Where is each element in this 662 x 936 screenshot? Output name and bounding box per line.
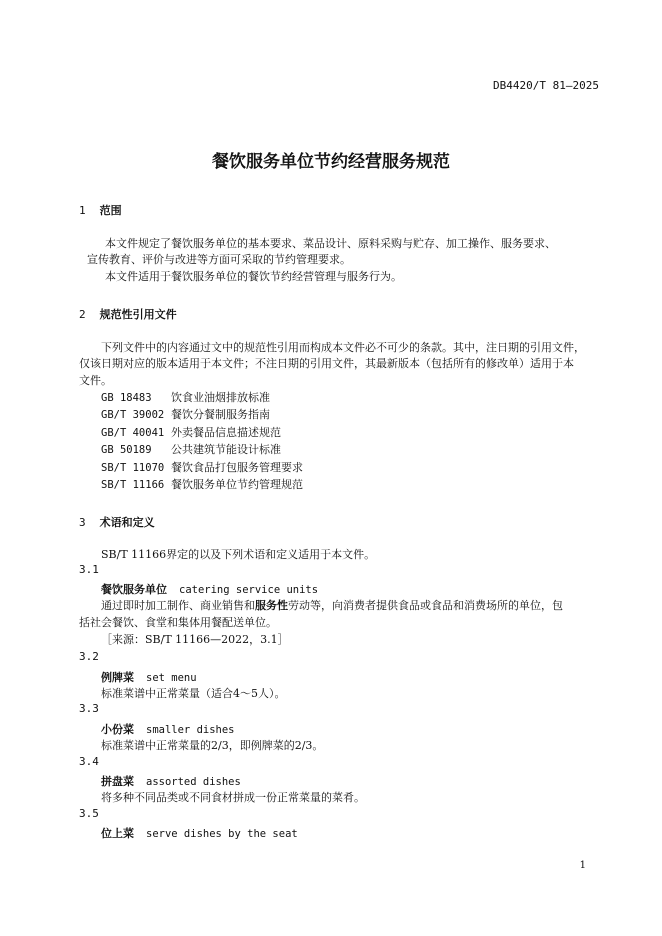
term-chinese: 小份菜 [101, 723, 134, 736]
reference-title: 饮食业油烟排放标准 [171, 391, 270, 404]
paragraph-line: 本文件适用于餐饮服务单位的餐饮节约经营管理与服务行为。 [105, 270, 402, 283]
term-number: 3.1 [79, 563, 99, 576]
section-title: 术语和定义 [99, 516, 155, 529]
reference-item [101, 424, 281, 440]
document-number: DB4420/T 81—2025 [493, 79, 599, 92]
term-entry [101, 580, 318, 598]
term-english: set menu [146, 672, 197, 684]
term-english: smaller dishes [146, 724, 235, 736]
term-definition: 标准菜谱中正常菜量（适合4～5人）。 [101, 687, 286, 700]
term-entry [101, 720, 235, 738]
section-number: 1 [79, 204, 86, 217]
term-definition [101, 597, 563, 613]
page-number: 1 [579, 860, 586, 871]
reference-item [101, 476, 303, 492]
reference-title: 餐饮服务单位节约管理规范 [171, 478, 303, 491]
term-source: ［来源：SB/T 11166—2022，3.1］ [101, 633, 289, 646]
term-english: catering service units [179, 584, 319, 596]
section-1-heading [79, 201, 122, 219]
term-entry [101, 824, 298, 842]
reference-title: 公共建筑节能设计标准 [171, 443, 281, 456]
paragraph-line: 文件。 [79, 374, 112, 387]
reference-title: 外卖餐品信息描述规范 [171, 426, 281, 439]
term-number: 3.3 [79, 702, 99, 715]
term-chinese: 例牌菜 [101, 671, 134, 684]
term-english: assorted dishes [146, 776, 241, 788]
reference-code: GB/T 40041 [101, 427, 165, 439]
reference-title: 餐饮分餐制服务指南 [171, 408, 270, 421]
term-chinese: 餐饮服务单位 [101, 583, 167, 596]
term-number: 3.5 [79, 807, 99, 820]
page-title: 餐饮服务单位节约经营服务规范 [212, 152, 450, 172]
term-number: 3.4 [79, 755, 99, 768]
term-definition: 标准菜谱中正常菜量的2/3，即例牌菜的2/3。 [101, 739, 324, 752]
reference-code: GB 50189 [101, 444, 152, 456]
term-definition: 括社会餐饮、食堂和集体用餐配送单位。 [79, 616, 277, 629]
reference-code: GB/T 39002 [101, 409, 165, 421]
definition-text: 劳动等，向消费者提供食品或食品和消费场所的单位，包 [288, 599, 563, 612]
reference-item [101, 459, 303, 475]
section-title: 范围 [99, 204, 122, 217]
term-entry [101, 772, 241, 790]
paragraph-line: 仅该日期对应的版本适用于本文件；不注日期的引用文件，其最新版本（包括所有的修改单）适用于本 [79, 357, 574, 370]
section-3-heading [79, 513, 155, 531]
reference-code: SB/T 11070 [101, 462, 165, 474]
section-number: 3 [79, 516, 86, 529]
reference-item [101, 406, 270, 422]
term-definition: 将多种不同品类或不同食材拼成一份正常菜量的菜肴。 [101, 791, 365, 804]
reference-code: GB 18483 [101, 392, 152, 404]
term-english: serve dishes by the seat [146, 828, 298, 840]
reference-code: SB/T 11166 [101, 479, 165, 491]
section-number: 2 [79, 308, 86, 321]
term-chinese: 拼盘菜 [101, 775, 134, 788]
term-number: 3.2 [79, 650, 99, 663]
definition-emphasis: 服务性 [255, 599, 288, 612]
term-entry [101, 668, 197, 686]
paragraph-line: 宣传教育、评价与改进等方面可采取的节约管理要求。 [87, 253, 351, 266]
paragraph-line: 本文件规定了餐饮服务单位的基本要求、菜品设计、原料采购与贮存、加工操作、服务要求、 [105, 237, 556, 250]
definition-text: 通过即时加工制作、商业销售和 [101, 599, 255, 612]
reference-item [101, 441, 281, 457]
section-title: 规范性引用文件 [99, 308, 177, 321]
term-chinese: 位上菜 [101, 827, 134, 840]
section-2-heading [79, 305, 177, 323]
paragraph-line: 下列文件中的内容通过文中的规范性引用而构成本文件必不可少的条款。其中，注日期的引用文件， [101, 341, 585, 354]
section-intro: SB/T 11166界定的以及下列术语和定义适用于本文件。 [101, 548, 376, 561]
reference-item [101, 389, 270, 405]
reference-title: 餐饮食品打包服务管理要求 [171, 461, 303, 474]
